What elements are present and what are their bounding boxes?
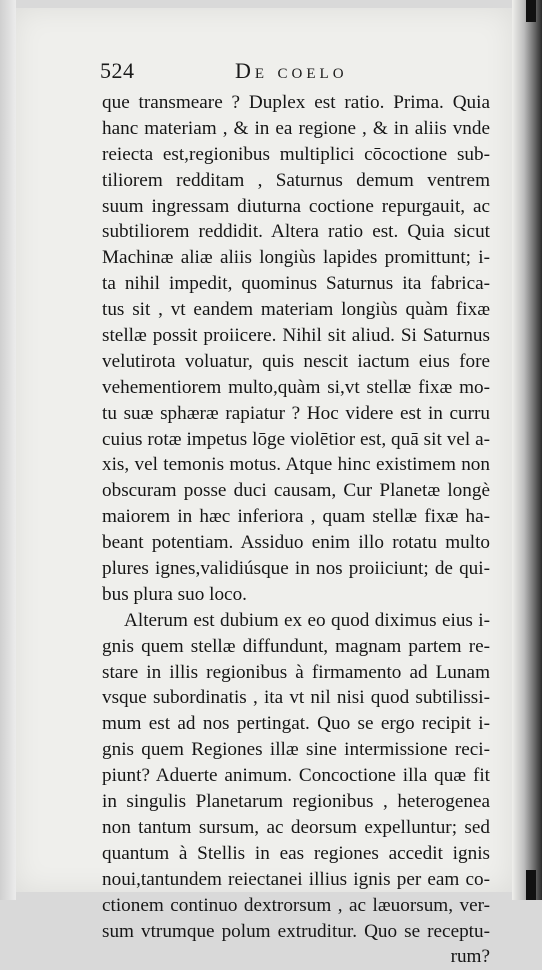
- text-line: velutirota voluatur, quis nescit iactum eius fore: [102, 350, 490, 372]
- text-line: stellæ possit proiicere. Nihil sit aliud. Si Saturnus: [102, 325, 490, 347]
- text-line: reiecta est,regionibus multiplici cōcoctione sub-: [102, 143, 490, 165]
- running-title: De coelo: [235, 58, 348, 83]
- text-line: suum ingressam diuturna coctione repurgauit, ac: [102, 195, 490, 217]
- text-line: non tantum sursum, ac deorsum expelluntur; sed: [102, 816, 490, 838]
- text-line: tus sit , vt eandem materiam longiùs quàm fixæ: [102, 299, 490, 321]
- text-line: in singulis Planetarum regionibus , heterogenea: [102, 791, 490, 813]
- page-number: 524: [100, 58, 135, 83]
- paragraph-start-line: Alterum est dubium ex eo quod diximus eius i-: [124, 609, 490, 631]
- text-line: noui,tantundem reiectanei illius ignis per eam co-: [102, 868, 490, 890]
- text-line: subtiliorem reddidit. Altera ratio est. Quia sicut: [102, 221, 490, 243]
- text-line: obscuram posse duci causam, Cur Planetæ longè: [102, 480, 490, 502]
- paragraph-end-line: bus plura suo loco.: [102, 583, 247, 605]
- text-line: hanc materiam , & in ea regione , & in aliis vnde: [102, 117, 490, 139]
- page-header: [100, 58, 500, 88]
- text-line: Machinæ aliæ aliis longiùs lapides promittunt; i-: [102, 247, 490, 269]
- text-line: plures ignes,validiúsque in nos proiiciunt; de qui-: [102, 558, 490, 580]
- text-line: tu suæ sphæræ rapiatur ? Hoc videre est in curru: [102, 402, 490, 424]
- text-line: ctionem continuo dextrorsum , ac læuorsum, ver-: [102, 894, 490, 916]
- text-line: vsque subordinatis , ita vt nil nisi quod subtilissi-: [102, 687, 490, 709]
- text-line: xis, vel temonis motus. Atque hinc existimem non: [102, 454, 490, 476]
- text-line: gnis quem stellæ diffundunt, magnam partem re-: [102, 635, 490, 657]
- text-line: cuius rotæ impetus lōge violētior est, quā sit vel a-: [102, 428, 490, 450]
- text-line: sum vtrumque polum extruditur. Quo se receptu-: [102, 920, 490, 942]
- binding-tab-bottom: [526, 870, 536, 900]
- text-line: beant potentiam. Assiduo enim illo rotatu multo: [102, 532, 490, 554]
- text-line: mum est ad nos pertingat. Quo se ergo recipit i-: [102, 713, 490, 735]
- catchword: rum?: [450, 946, 490, 968]
- text-line: vehementiorem multo,quàm si,vt stellæ fixæ mo-: [102, 376, 490, 398]
- binding-tab-top: [526, 0, 536, 22]
- binding-gutter: [512, 0, 542, 900]
- body-text: [102, 90, 490, 970]
- text-line: stare in illis regionibus à firmamento ad Lunam: [102, 661, 490, 683]
- left-page-edge: [0, 0, 16, 900]
- text-line: quantum à Stellis in eas regiones accedit ignis: [102, 842, 490, 864]
- text-line: tiliorem redditam , Saturnus demum ventrem: [102, 169, 490, 191]
- text-line: piunt? Aduerte animum. Concoctione illa quæ fit: [102, 765, 490, 787]
- text-line: ta nihil impedit, quominus Saturnus ita fabrica-: [102, 273, 490, 295]
- text-line: gnis quem Regiones illæ sine intermissione reci-: [102, 739, 490, 761]
- text-line: que transmeare ? Duplex est ratio. Prima. Quia: [102, 92, 490, 113]
- text-line: maiorem in hæc inferiora , quam stellæ fixæ ha-: [102, 506, 490, 528]
